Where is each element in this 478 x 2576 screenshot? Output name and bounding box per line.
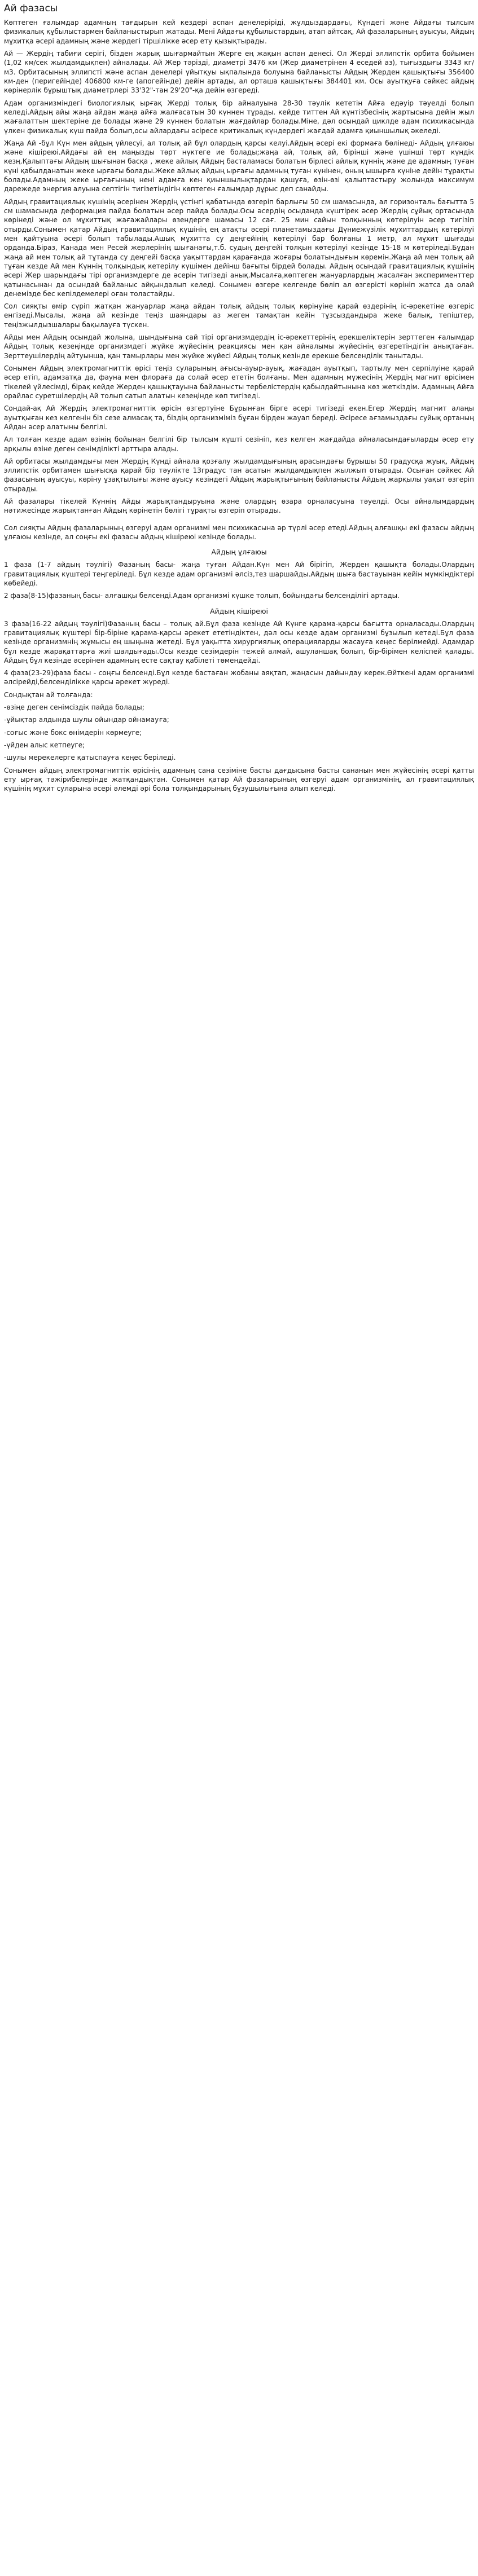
conclusion-item: -соғыс және бокс өнімдерін көрмеуге; [4, 728, 142, 737]
conclusion-item: -өзіңе деген сенімсіздік пайда болады; [4, 703, 144, 712]
intro-paragraph-10: Ал толған кезде адам өзінің бойынан белгілі бір тылсым күшті сезініп, кез келген жағдайда айналасындағыларды әсер ету арқылы өзіне деген сенімділікті арттыра алады. [4, 435, 474, 453]
section-heading-growth: Айдың ұлғаюы [211, 548, 267, 557]
conclusion-item: -ұйықтар алдында шулы ойындар ойнамауға; [4, 716, 169, 724]
intro-paragraph-4: Жаңа Ай -бұл Күн мен айдың үйлесуі, ал толық ай бұл олардың қарсы келуі.Айдың әсері екі формаға бөлінеді- Айдың ұлғаюы және кішіреюі.Айдағы ай ең маңызды төрт нүктеге ие болады;жаңа ай, толық ай, бірінші және үшінші төрт күндік кезң.Қалыптағы Айдың шығынан басқа , жеке айлық Айдың басталамасы болатын бірлесі айлық күннің және де адамның туған күні қабылданатын жеке ырғағы болады.Жеке айлық айдың ырғағы адамның туған күнінен, оның ышырға күніне дейін тұрақты болады.Адамның жеке ырғағының нені адамға кен қиыншылықтардан қашуға, өзін-өзі қалыптастыру жолында максимум дарежеде энергия алуына септігін тигізетіндігін көптеген ғалымдар дұрыс деп санайды. [4, 139, 474, 193]
intro-paragraph-7: Айды мен Айдың осындай жолына, шындығына сай тірі организмдердің іс-әрекеттерінің ерекшеліктерін зерттеген ғалымдар Айдың толық кезеңінде организмдегі жүйке жүйесінің реакциясы мен қан айналымы жүйесінің өзгеретіндігін анықтаған. Зерттеушілердің айтуынша, қан тамырлары мен жүйке жүйесі Айдың толық кезінде ерекше белсенділік танытады. [4, 333, 474, 360]
decline-phase-3: 3 фаза(16-22 айдың тәулігі)Фазаның басы – толық ай.Бұл фаза кезінде Ай Күнге қарама-қарсы бағытта орналасады.Олардың гравитациялық күштері бір-біріне қарама-қарсы әрекет ететіндіктен, дәл осы кезде адам организмі бұзылып кетеді.Бұл фаза кезінде организмнің жұмысы ең шыңына жетеді. Бұл уақытта хирургиялық операцияларды жасауға кеңес берілмейді. Адамдар бұл кезде жарақаттарға жиі шалдығады.Осы кезде сезімдерін тежей алмай, ашуланшақ болып, бір-бірімен келіспей қалады. Айдың бұл кезінде әсерінен адамның есте сақтау қабілеті төмендейді. [4, 619, 474, 664]
conclusion-item: -үйден алыс кетпеуге; [4, 741, 85, 750]
section-heading-decline: Айдың кішіреюі [210, 606, 268, 615]
decline-phase-4: 4 фаза(23-29)фаза басы - соңғы белсенді.Бұл кезде бастаған жобаны аяқтап, жаңасын дайындау керек.Өйткені адам организмі әлсірейді,белсенділікке қарсы әрекет жүреді. [4, 669, 474, 686]
conclusion-item: -шулы мерекелерге қатыспауға кеңес беріледі. [4, 754, 176, 762]
intro-paragraph-9: Сондай-ақ Ай Жердің электромагниттік өрісін өзгертуіне Бұрынған бірге әсері тигізеді екен.Егер Жердің магнит алаңы ауытқыған кез келгенін біз сезе алмасақ та, біздің организміміз бұған бірден жауап береді. Әсіресе ағзамыздағы суйық ортаның Айдан әсер алатыны белгілі. [4, 404, 474, 431]
page-title: Ай фазасы [4, 3, 58, 14]
spacer [4, 519, 474, 523]
growth-phase-1: 1 фаза (1-7 айдың тәулігі) Фазаның басы- жаңа туған Айдан.Күн мен Ай бірігіп, Жерден қашықта болады.Олардың гравитациялық күштері теңгеріледі. Бұл кезде адам организмі әлсіз,тез шаршайды.Айдың шыға бастауынан кейін мүмкіндіктері көбейеді. [4, 561, 474, 587]
intro-paragraph-11: Ай орбитасы жылдамдығы мен Жердің Күнді айнала қозғалу жылдамдығының арасындағы бұрышы 50 градусқа жуық, Айдың эллипстік орбитамен шығысқа қарай бір тәулікте 13градус тан асатын жылдамдықпен жылжып отырады. Осыған сәйкес Ай фазасының ауысуы, көріну ұзақтылығы және ауысу кезіндегі Айдың жарықтығының байланысты Айдың жарқылы уақыт өзгеріп отырады. [4, 457, 474, 493]
conclusion-heading: Сондықтан ай толғанда: [4, 690, 93, 699]
intro-paragraph-3: Адам организміндегі биологиялық ырғақ Жерді толық бір айналуына 28-30 тәулік кететін Айға едәуір тәуелді болып келеді.Айдың айы жаңа айдан жаңа айға жалғасатын 30 күннен тұрады. кейде титтен Ай күнтізбесінің жартысына дейін жыл жағалаттын шектеріне де болады және 29 күннен болатын жағдайлар болады.Міне, дәл осындай циклде адам психикасында үлкен физикалық күш пайда болып,осы айлардағы әсіресе критикалық күндердегі жағдай адамға қиыншылық әкеледі. [4, 99, 474, 135]
final-paragraph: Сонымен айдың электромагниттік өрісінің адамның сана сезіміне басты дағдысына басты сананын мен жүйесінің әсері қатты ету ырғақ тәжірибелерінде жатқандықтан. Сонымен қатар Ай фазаларының өзгеруі адам организмінің, ал гравитациялық күшінің мұхит суларына әсері әлемді әрі бола толқындарының бұзушылығына алып келеді. [4, 766, 474, 793]
intro-paragraph-2: Ай — Жердің табиғи серігі, бізден жарық шығармайтын Жерге ең жақын аспан денесі. Ол Жерді эллипстік орбита бойымен (1,02 км/сек жылдамдықпен) айналады. Ай Жер тәрізді, диаметрі 3476 км (Жер диаметрінен 4 еседей аз), тығыздығы 3343 кг/м3. Орбитасының эллипсті және аспан денелері үйытқуы ықпалында болуына байланысты Айдың Жерден қашықтығы 356400 км-ден (перигейінде) 406800 км-ге (апогейінде) дейін артады, ал орташа қашықтығы 384401 км. Осы ауытқуға сәйкес айдың көрінерлік бұрыштық диаметрлері 33'32"-тан 29'20"-қа дейін өзгереді. [4, 50, 474, 95]
growth-phase-2: 2 фаза(8-15)фазаның басы- алғашқы белсенді.Адам организмі күшке толып, бойындағы белсенділігі артады. [4, 592, 400, 600]
phases-intro-paragraph: Сол сияқты Айдың фазаларының өзгеруі адам организмі мен психикасына әр түрлі әсер етеді.Айдың алғашқы екі фазасы айдың ұлғаюы кезінде, ал соңғы екі фазасы айдың кішіреюі кезінде болады. [4, 523, 474, 541]
intro-paragraph-8: Сонымен Айдың электромагниттік өрісі теңіз суларының ағысы-ауыр-ауық, жағадан ауытқып, тартылу мен серпілуіне қарай әсер етіп, адамзатқа да, фауна мен флораға да солай әсер ететін болғаны. Мен адамның мүжесінің Жердің магнит өрісімен тікелей үйлесімді, бірақ кейде Жерден қашықтауына байланысты тербелістердің қабылдайтынына көз жеткіздім. Адамның Айға орайлас суретшілердің Ай толып сатып алатын кезеңінде көп тигізеді. [4, 364, 474, 400]
intro-paragraph-1: Көптеген ғалымдар адамның тағдырын кей кездері аспан денелеріріді, жұлдыздардағы, Күндегі және Айдағы тылсым физикалық құбылыстармен байланыстырып жатады. Мені Айдағы құбылыстардың, атап айтсақ, Ай фазаларының ауысуы, Айдың мұхитқа әсері адамның және жердегі тіршілікке әсер ету қызықтырады. [4, 19, 474, 45]
intro-paragraph-12: Ай фазалары тікелей Күннің Айды жарықтандыруына және олардың өзара орналасуына тәуелді. Осы айналымдардың нәтижесінде жарықтанған Айдың көрінетін бөлігі тұрақты өзгеріп отырады. [4, 497, 474, 515]
document-page [0, 0, 478, 804]
intro-paragraph-6: Сол сияқты өмір сүріп жатқан жануарлар жаңа айдан толық айдың толық көрінуіне қарай өздерінің іс-әрекетіне өзгеріс енгізеді.Мысалы, жаңа ай кезінде теңіз шаяндары аз жеген тамақтан кейін тұзсыздандыра жеке балық, тепіштер, теңізжылдызшалары бақылауға түскен. [4, 302, 474, 329]
intro-paragraph-5: Айдың гравитациялық күшінің әсерінен Жердің үстінгі қабатында өзгеріп барлығы 50 см шамасында, ал горизонталь бағытта 5 см шамасында деформация пайда болатын әсер пайда болады.Осы әсердің осыданда күштірек әсер Жердің сұйық ортасында көрінеді және ол мұхиттық жағажайлары өзендерге шамасы 12 сағ. 25 мин сайын толқынның көтерілуін әсер тигізіп отырды.Сонымен қатар Айдың гравитациялық күшінің ең атақты әсері планетамыздағы Дүниежүзілік мұхиттардың көтерілуі мен қайтуына әсері болып табылады.Ашық мұхитта су деңгейінің көтерілуі бар болғаны 1 метр, ал мұхит шығады орданда.Біраз, Канада мен Ресей жерлерінің шығанағы,т.б. судың деңгейі толқын көтерілуі кезінде 15-18 м көтеріледі.Бұдан жаңа ай мен толық ай тұтанда су деңгейі басқа уақыттардан қарағанда жоғары болатындығын көремін.Жаңа ай мен толық ай тұған кезде Ай мен Күннің толқындық кетерілу күшімен дейінш бағыты бірдей болады. Айдың осындай гравитациялық күшінің әсері Жер шарындағы тірі организмдерге де әсерін тигізеді анық.Мысалға,көптеген жануарлардың жасалған эксперименттер қатынасынан да осындай байланыс айқындалып келеді. Сонымен өзгере келгенде бөліп ал өзгерісті көрініп жатса да олай денемізде бес кепілдемелері оған толастайды. [4, 197, 474, 298]
